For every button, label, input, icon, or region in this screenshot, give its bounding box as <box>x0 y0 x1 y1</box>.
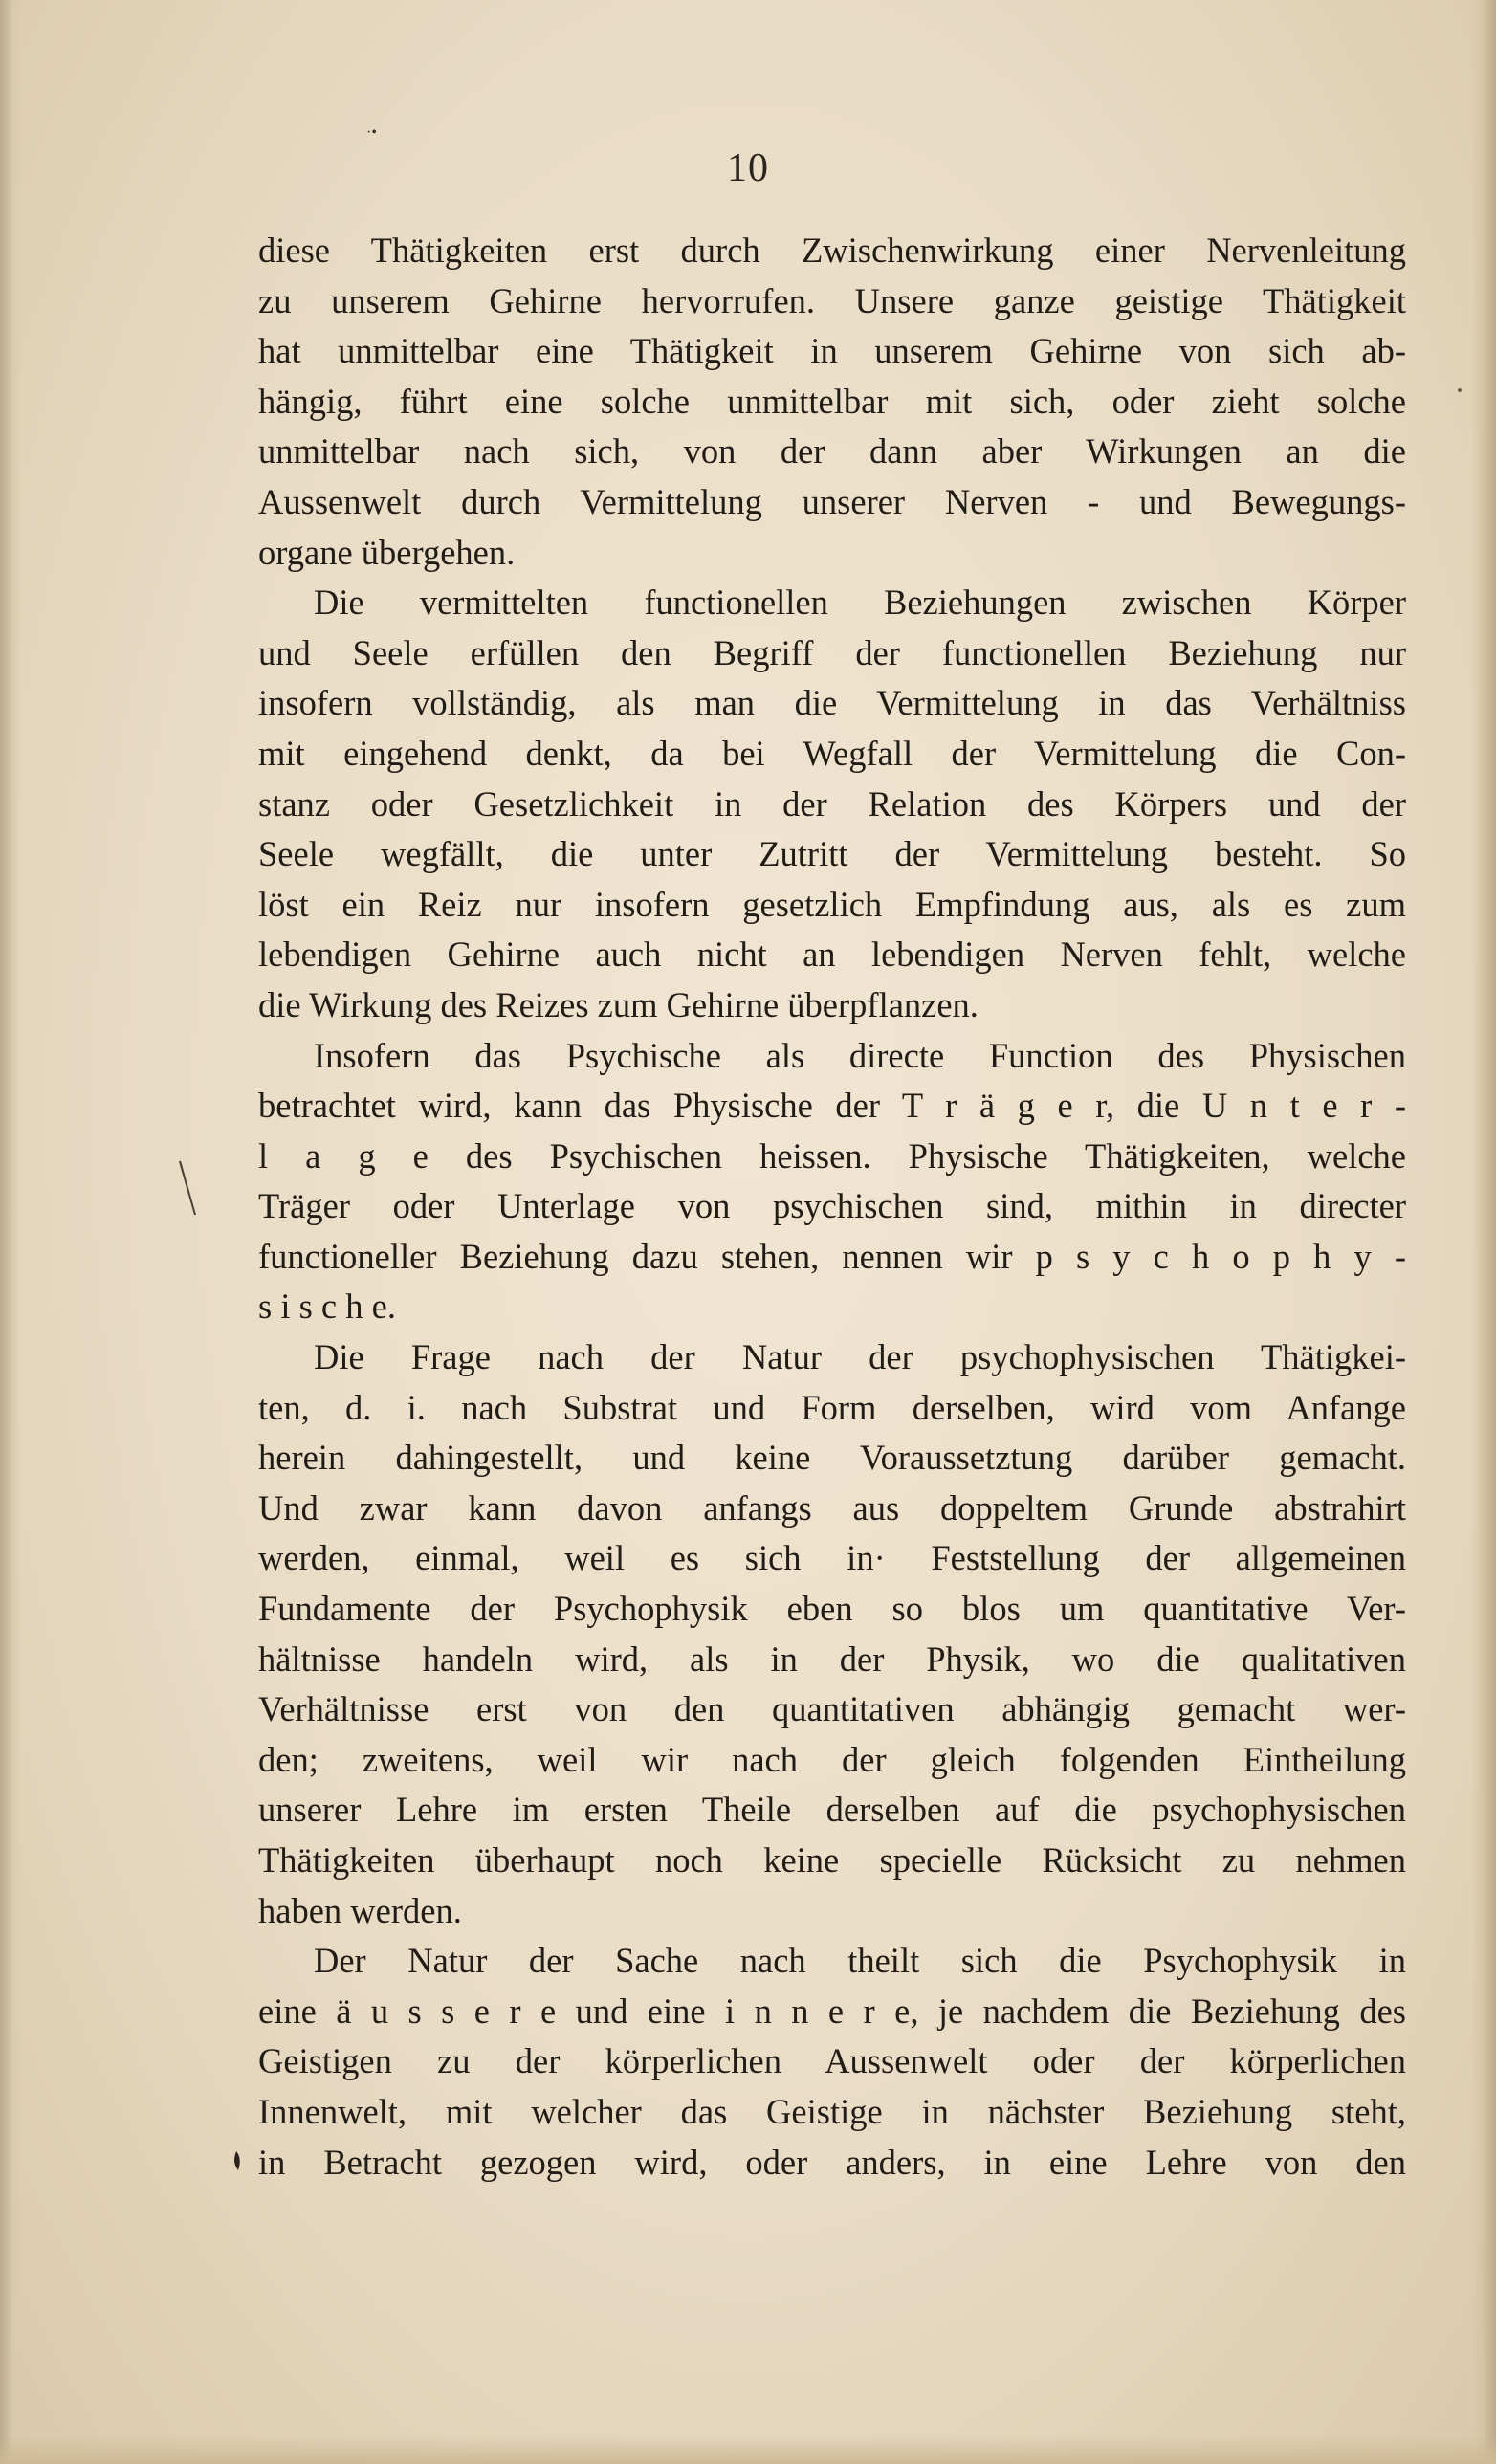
text-line: hat unmittelbar eine Thätigkeit in unserem Gehirne von sich ab- <box>258 331 1406 371</box>
text-line: Aussenwelt durch Vermittelung unserer Nerven - und Bewegungs- <box>258 481 1406 521</box>
page-bottom-edge-shadow <box>0 2435 1496 2464</box>
text-line: Die vermittelten functionellen Beziehungen zwischen Körper <box>314 583 1406 623</box>
text-line: herein dahingestellt, und keine Voraussetztung darüber gemacht. <box>258 1438 1406 1478</box>
ink-speck: ·• <box>366 124 377 141</box>
margin-dot <box>1456 383 1463 398</box>
text-line: unserer Lehre im ersten Theile derselben auf die psychophysischen <box>258 1790 1406 1830</box>
text-line: organe übergehen. <box>258 532 516 572</box>
text-line: den; zweitens, weil wir nach der gleich folgenden Eintheilung <box>258 1739 1406 1779</box>
text-line: Geistigen zu der körperlichen Aussenwelt oder der körperlichen <box>258 2041 1406 2081</box>
text-line: Seele wegfällt, die unter Zutritt der Vermittelung besteht. So <box>258 834 1406 874</box>
page-left-edge-shadow <box>0 0 21 2464</box>
text-line: Insofern das Psychische als directe Function des Physischen <box>314 1035 1406 1075</box>
text-line: Träger oder Unterlage von psychischen sind, mithin in directer <box>258 1186 1406 1226</box>
text-line: lebendigen Gehirne auch nicht an lebendigen Nerven fehlt, welche <box>258 935 1406 975</box>
ink-blot <box>231 2150 242 2171</box>
text-line: zu unserem Gehirne hervorrufen. Unsere ganze geistige Thätigkeit <box>258 280 1406 320</box>
text-line: ten, d. i. nach Substrat und Form derselben, wird vom Anfange <box>258 1387 1406 1427</box>
text-line: und Seele erfüllen den Begriff der functionellen Beziehung nur <box>258 632 1406 672</box>
text-line: l a g e des Psychischen heissen. Physische Thätigkeiten, welche <box>258 1135 1406 1176</box>
text-line: unmittelbar nach sich, von der dann aber Wirkungen an die <box>258 431 1406 472</box>
text-line: diese Thätigkeiten erst durch Zwischenwirkung einer Nervenleitung <box>258 231 1406 270</box>
text-line: functioneller Beziehung dazu stehen, nennen wir p s y c h o p h y - <box>258 1236 1406 1276</box>
text-line: Fundamente der Psychophysik eben so blos um quantitative Ver- <box>258 1589 1406 1629</box>
text-line: Thätigkeiten überhaupt noch keine specielle Rücksicht zu nehmen <box>258 1840 1406 1880</box>
text-line: Verhältnisse erst von den quantitativen abhängig gemacht wer- <box>258 1689 1406 1729</box>
text-line: hältnisse handeln wird, als in der Physik, wo die qualitativen <box>258 1639 1406 1679</box>
text-line: die Wirkung des Reizes zum Gehirne überpflanzen. <box>258 984 979 1024</box>
text-line: hängig, führt eine solche unmittelbar mit sich, oder zieht solche <box>258 381 1406 421</box>
body-text <box>258 226 1406 2188</box>
margin-pencil-mark <box>176 1159 199 1217</box>
text-line: mit eingehend denkt, da bei Wegfall der Vermittelung die Con- <box>258 733 1406 773</box>
text-line: betrachtet wird, kann das Physische der T r ä g e r, die U n t e r - <box>258 1086 1406 1126</box>
text-line: Der Natur der Sache nach theilt sich die Psychophysik in <box>314 1941 1406 1981</box>
page-number: 10 <box>727 146 769 190</box>
text-line: stanz oder Gesetzlichkeit in der Relation des Körpers und der <box>258 783 1406 824</box>
text-line: werden, einmal, weil es sich in· Feststellung der allgemeinen <box>258 1538 1406 1578</box>
text-line: Innenwelt, mit welcher das Geistige in nächster Beziehung steht, <box>258 2091 1406 2131</box>
text-line: Und zwar kann davon anfangs aus doppeltem Grunde abstrahirt <box>258 1487 1406 1528</box>
text-line: eine ä u s s e r e und eine i n n e r e, je nachdem die Beziehung des <box>258 1991 1406 2031</box>
text-line: Die Frage nach der Natur der psychophysischen Thätigkei- <box>314 1337 1406 1377</box>
text-line: in Betracht gezogen wird, oder anders, in eine Lehre von den <box>258 2142 1406 2182</box>
text-line: s i s c h e. <box>258 1287 396 1327</box>
text-line: insofern vollständig, als man die Vermittelung in das Verhältniss <box>258 683 1406 723</box>
text-line: haben werden. <box>258 1890 462 1930</box>
page-right-edge-shadow <box>1471 0 1496 2464</box>
text-line: löst ein Reiz nur insofern gesetzlich Empfindung aus, als es zum <box>258 884 1406 924</box>
